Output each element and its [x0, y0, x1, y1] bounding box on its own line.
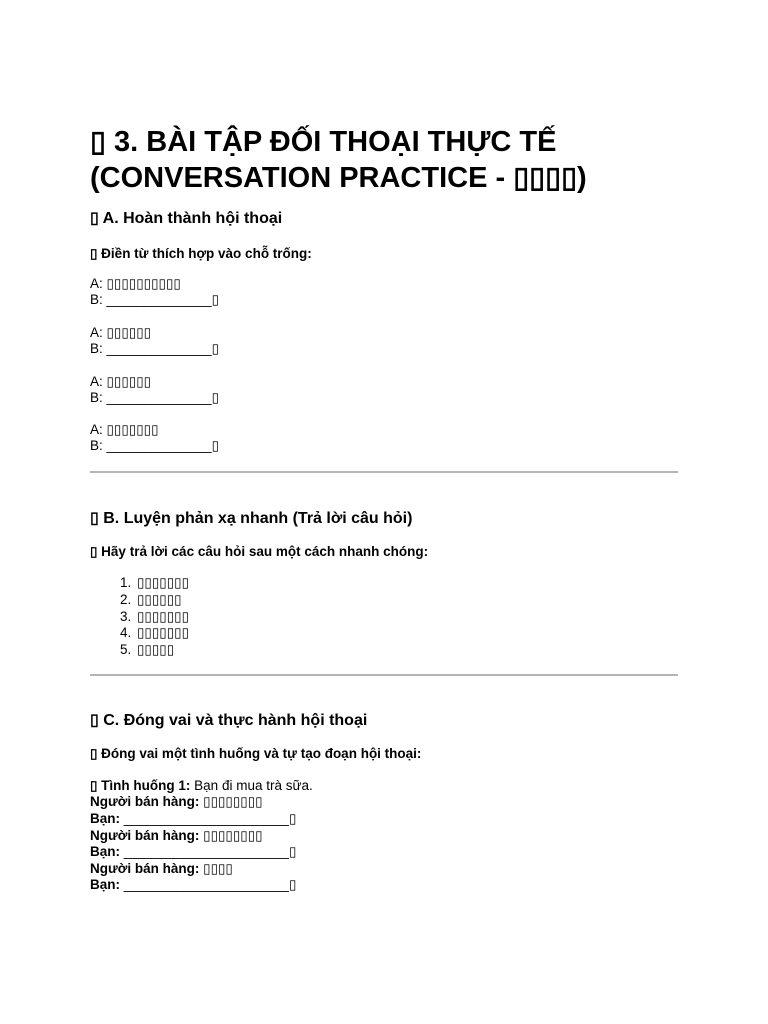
section-a-instruction: ▯ Điền từ thích hợp vào chỗ trống:: [90, 246, 312, 261]
roleplay-line: [90, 811, 296, 828]
question-item: 5. ▯▯▯▯▯: [135, 642, 189, 659]
dialogue-a-line: A: ▯▯▯▯▯▯: [90, 374, 152, 389]
roleplay-line: [90, 844, 296, 861]
section-b-instruction: ▯ Hãy trả lời các câu hỏi sau một cách nhanh chóng:: [90, 544, 429, 559]
speaker-label: Bạn:: [90, 844, 120, 859]
situation-line: [90, 778, 313, 795]
speaker-label: Người bán hàng:: [90, 794, 200, 809]
speaker-label: Người bán hàng:: [90, 828, 200, 843]
speaker-label: Người bán hàng:: [90, 861, 200, 876]
dialogue-b-blank: B: ______________▯: [90, 341, 220, 356]
answer-blank: ______________________▯: [123, 877, 297, 892]
section-c-instruction: ▯ Đóng vai một tình huống và tự tạo đoạn hội thoại:: [90, 746, 422, 761]
divider: [90, 471, 678, 473]
situation-text: Bạn đi mua trà sữa.: [194, 778, 313, 793]
roleplay-line: [90, 794, 263, 811]
speaker-text: ▯▯▯▯: [203, 861, 233, 876]
dialogue-a-line: A: ▯▯▯▯▯▯▯▯▯▯: [90, 276, 181, 291]
section-c-heading: ▯ C. Đóng vai và thực hành hội thoại: [90, 712, 368, 729]
question-item: 4. ▯▯▯▯▯▯▯: [135, 625, 189, 642]
speaker-label: Bạn:: [90, 811, 120, 826]
title-line-2: (CONVERSATION PRACTICE - ▯▯▯▯): [90, 162, 587, 194]
dialogue-a-line: A: ▯▯▯▯▯▯▯: [90, 422, 159, 437]
situation-label: ▯ Tình huống 1:: [90, 778, 191, 793]
speaker-text: ▯▯▯▯▯▯▯▯: [203, 794, 263, 809]
section-a-heading: ▯ A. Hoàn thành hội thoại: [90, 210, 283, 227]
answer-blank: ______________________▯: [123, 844, 297, 859]
answer-blank: ______________________▯: [123, 811, 297, 826]
roleplay-line: [90, 861, 233, 878]
dialogue-a-line: A: ▯▯▯▯▯▯: [90, 325, 152, 340]
section-b-heading: ▯ B. Luyện phản xạ nhanh (Trả lời câu hỏi): [90, 510, 413, 527]
page-title: [90, 124, 690, 196]
title-line-1: ▯ 3. BÀI TẬP ĐỐI THOẠI THỰC TẾ: [90, 126, 557, 158]
question-list: [90, 575, 189, 659]
dialogue-b-blank: B: ______________▯: [90, 390, 220, 405]
speaker-text: ▯▯▯▯▯▯▯▯: [203, 828, 263, 843]
dialogue-b-blank: B: ______________▯: [90, 292, 220, 307]
divider: [90, 674, 678, 676]
question-item: 2. ▯▯▯▯▯▯: [135, 592, 189, 609]
question-item: 1. ▯▯▯▯▯▯▯: [135, 575, 189, 592]
roleplay-line: [90, 828, 263, 845]
roleplay-line: [90, 877, 296, 894]
speaker-label: Bạn:: [90, 877, 120, 892]
question-item: 3. ▯▯▯▯▯▯▯: [135, 609, 189, 626]
dialogue-b-blank: B: ______________▯: [90, 438, 220, 453]
